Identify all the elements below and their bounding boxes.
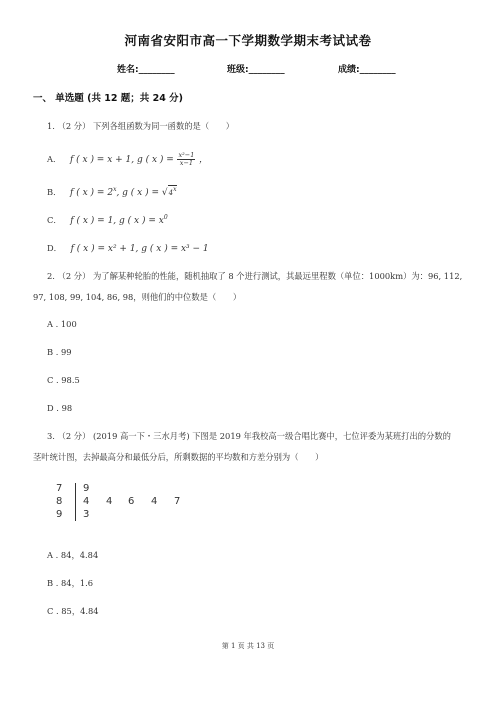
page-title: 河南省安阳市高一下学期数学期末考试试卷 — [124, 33, 372, 48]
section-heading: 一、 单选题 (共 12 题；共 24 分) — [33, 93, 183, 104]
question-2-stem-line-2: 97, 108, 99, 104, 86, 98，则他们的中位数是（ ） — [33, 292, 242, 302]
option-b-label: B． — [47, 187, 62, 197]
option-a-expression: f ( x ) = x + 1, g ( x ) = — [69, 155, 174, 165]
question-3-option-a: A . 84，4.84 — [47, 550, 99, 560]
option-a-tail: ， — [198, 155, 208, 165]
option-d-label: D． — [47, 243, 62, 253]
option-c-expression: f ( x ) = 1, g ( x ) = $x^0$ — [70, 214, 168, 226]
leaf-value: 4 — [106, 496, 113, 507]
stem-leaf-divider — [75, 483, 76, 521]
question-1-option-b — [47, 185, 177, 198]
option-d-expression: f ( x ) = x² + 1, g ( x ) = x³ − 1 — [70, 244, 209, 254]
option-c-label: C． — [47, 215, 62, 225]
leaf-value: 7 — [174, 496, 181, 507]
question-1-option-a — [47, 152, 208, 167]
leaf-value: 6 — [128, 496, 135, 507]
question-3-stem-line-1: 3. （2 分） (2019 高一下・三水月考) 下图是 2019 年我校高一级合唱比赛中，七位评委为某班打出的分数的 — [47, 431, 451, 441]
question-1-stem: 1. （2 分） 下列各组函数为同一函数的是（ ） — [47, 121, 235, 131]
question-2-option-d: D . 98 — [47, 403, 73, 413]
leaf-value: 9 — [83, 483, 90, 494]
option-a-label: A． — [47, 154, 62, 164]
leaf-value: 4 — [151, 496, 158, 507]
name-field-label: 姓名:________ — [117, 65, 175, 75]
score-field-label: 成绩:________ — [338, 65, 396, 75]
question-1-option-c — [47, 214, 168, 226]
question-3-stem-line-2: 茎叶统计图，去掉最高分和最低分后，所剩数据的平均数和方差分别为（ ） — [33, 452, 324, 462]
stem-value: 8 — [56, 496, 63, 507]
stem-value: 9 — [56, 509, 63, 520]
leaf-value: 4 — [83, 496, 90, 507]
question-1-option-d — [47, 242, 209, 254]
question-3-option-b: B . 84，1.6 — [47, 578, 94, 588]
question-2-option-b: B . 99 — [47, 347, 72, 357]
option-a-fraction: $\frac{\text{x²−1}}{x-1}$ — [178, 151, 195, 167]
question-2-option-c: C . 98.5 — [47, 375, 80, 385]
question-2-option-a: A . 100 — [47, 319, 77, 329]
question-3-option-c: C . 85，4.84 — [47, 606, 99, 616]
question-2-stem-line-1: 2. （2 分） 为了解某种轮胎的性能，随机抽取了 8 个进行测试，其最远里程数（单位：1000km）为：96, 112, — [47, 271, 463, 281]
stem-value: 7 — [56, 483, 63, 494]
class-field-label: 班级:________ — [227, 65, 285, 75]
page-footer: 第 1 页 共 13 页 — [221, 642, 275, 650]
leaf-value: 3 — [83, 509, 90, 520]
option-b-expression: f ( x ) = $2^x$, g ( x ) = √4x — [70, 186, 177, 198]
